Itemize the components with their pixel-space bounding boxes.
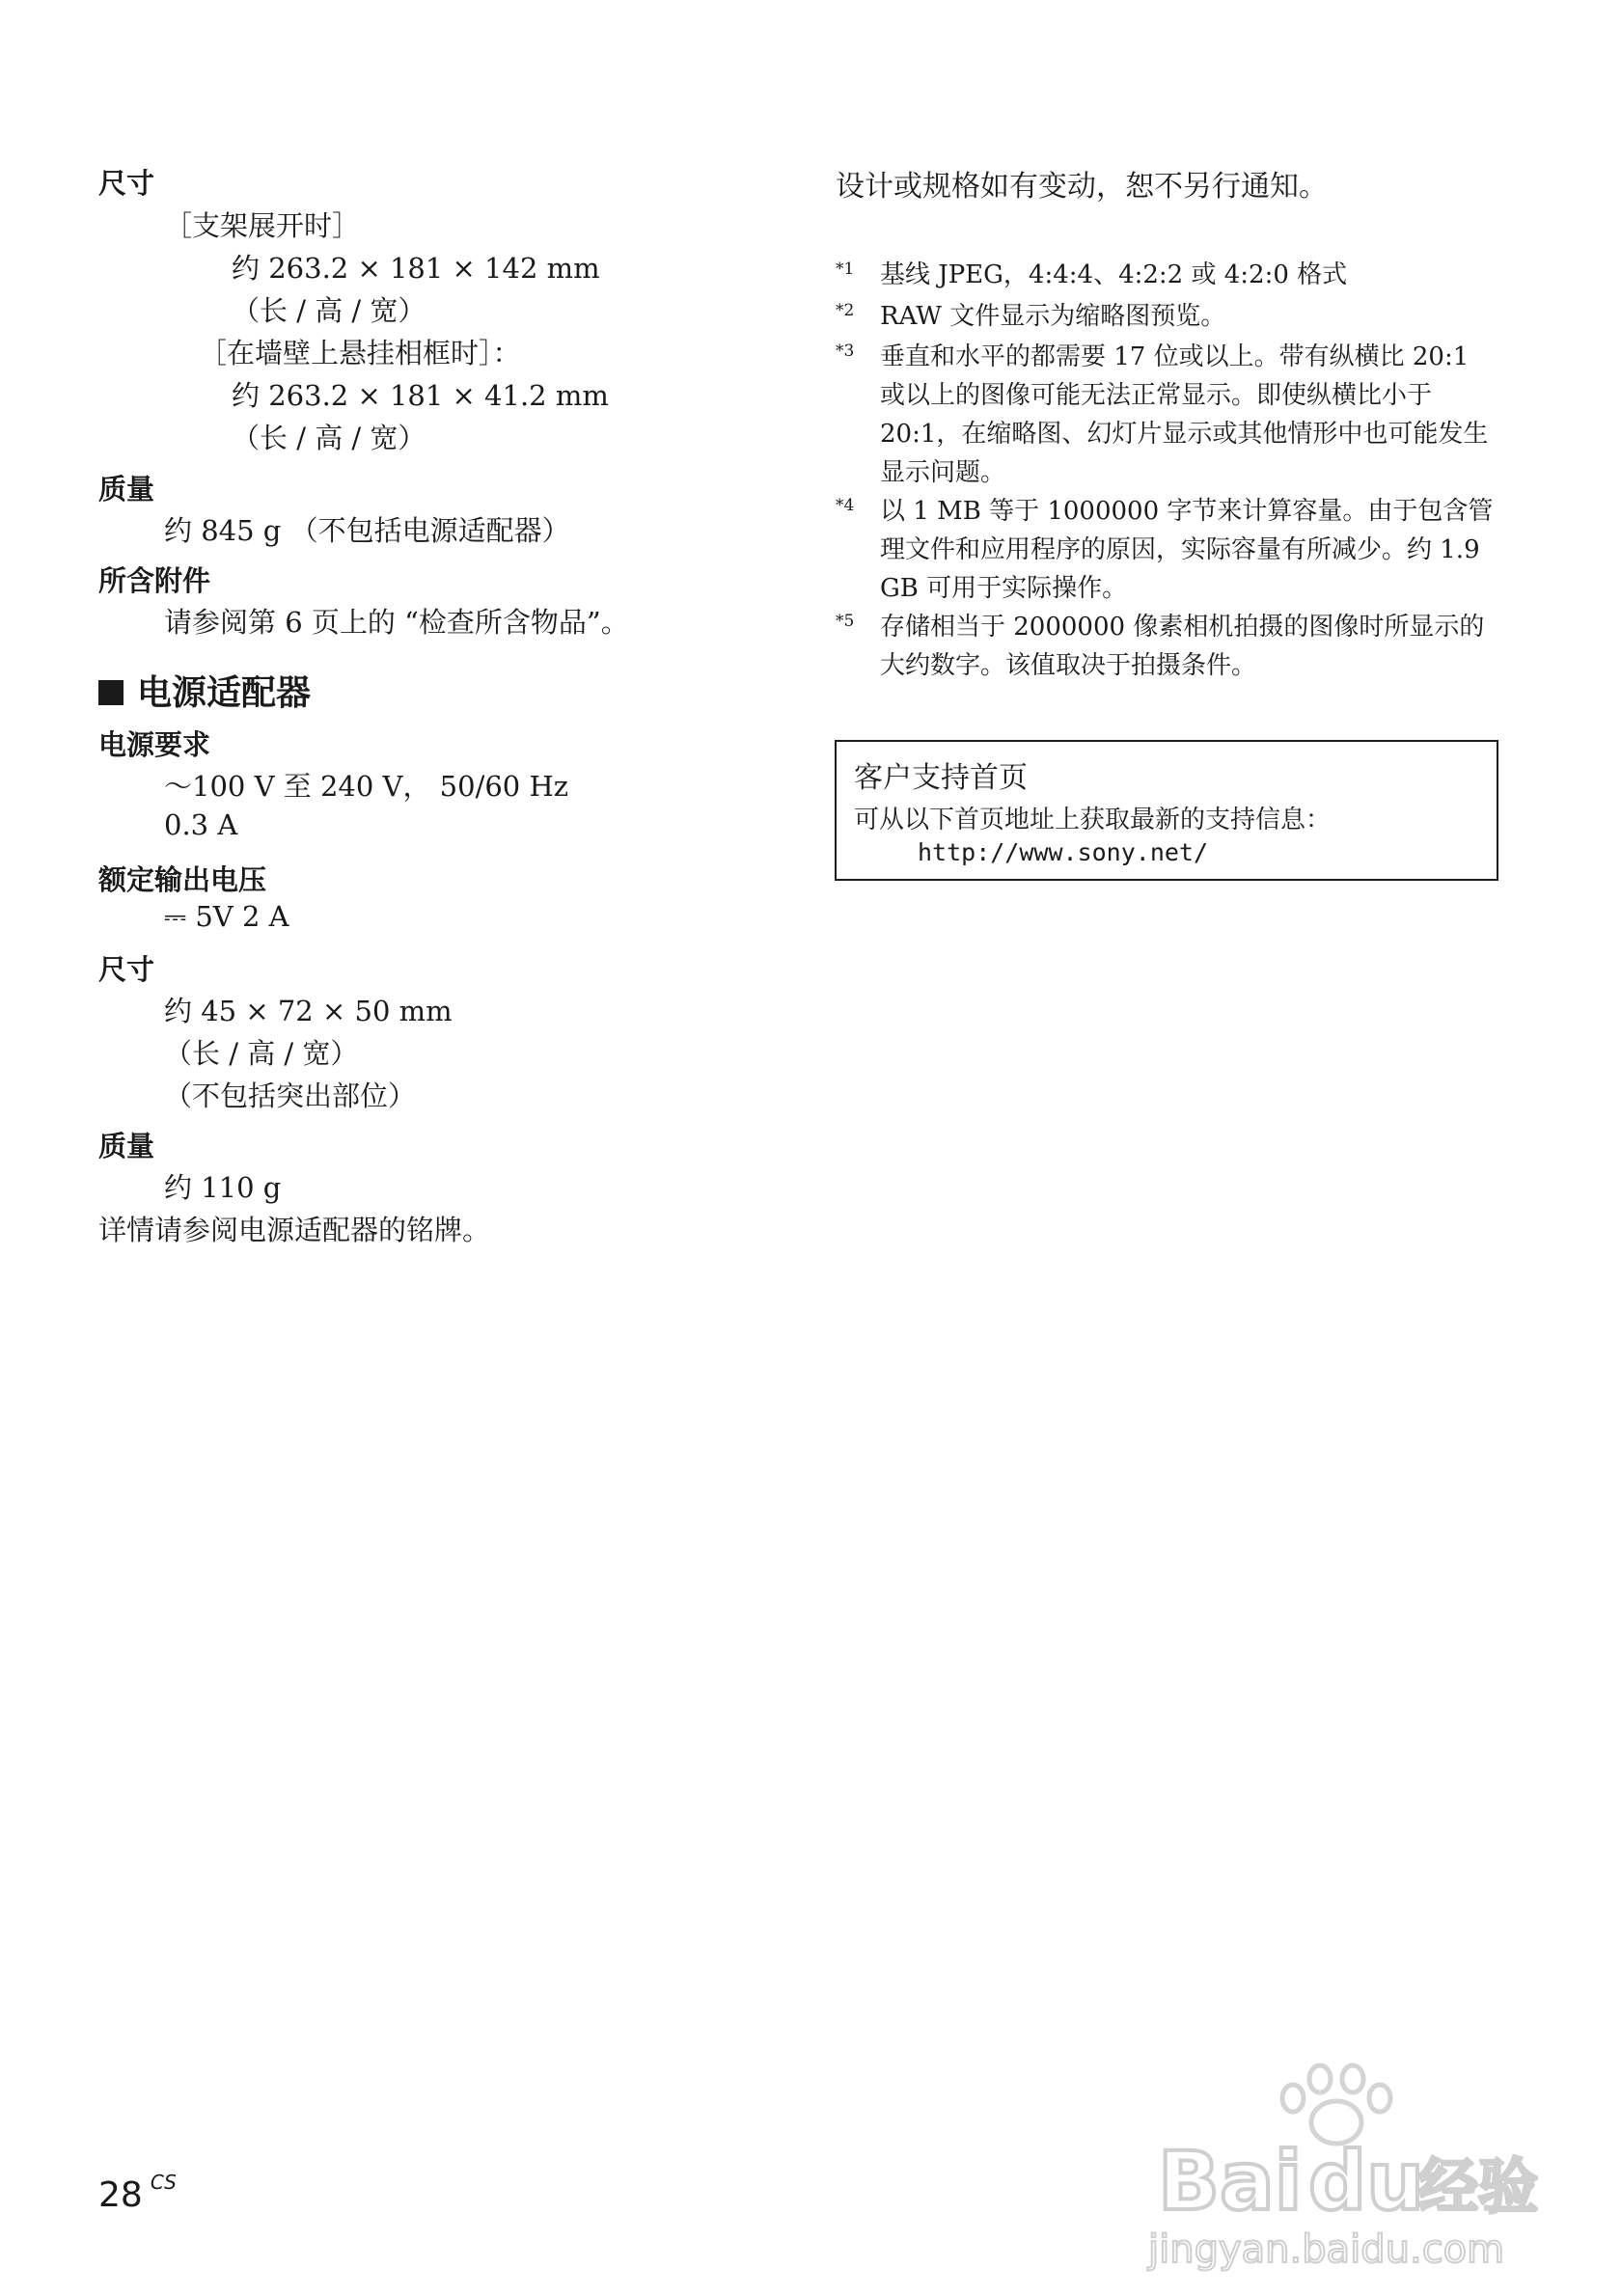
power-req-heading: 电源要求 xyxy=(98,728,211,761)
adapter-section-title xyxy=(98,666,311,715)
dimensions-heading: 尺寸 xyxy=(98,167,155,200)
adapter-mass-heading: 质量 xyxy=(98,1130,155,1162)
wall-axes: （长 / 高 / 宽） xyxy=(232,422,426,454)
adapter-mass-value: 约 110 g xyxy=(164,1171,282,1204)
wall-value: 约 263.2 × 181 × 41.2 mm xyxy=(232,379,609,412)
page-suffix: CS xyxy=(150,2171,177,2194)
baidu-jingyan-watermark-logo xyxy=(1139,2055,1563,2277)
footnote-text: 基线 JPEG，4:4:4、4:2:2 或 4:2:0 格式 xyxy=(880,260,1348,289)
footnote-mark: *2 xyxy=(836,301,855,320)
wall-label: ［在墙壁上悬挂相框时］： xyxy=(199,337,521,369)
watermark-brand-2: du xyxy=(1308,2134,1424,2228)
footnote-mark: *5 xyxy=(836,612,855,631)
footnote-5 xyxy=(836,608,1511,685)
power-req-value2: 0.3 A xyxy=(164,808,238,841)
rated-output-heading: 额定输出电压 xyxy=(98,863,267,896)
adapter-dimensions-value: 约 45 × 72 × 50 mm xyxy=(164,995,453,1027)
stand-open-value: 约 263.2 × 181 × 142 mm xyxy=(232,252,600,285)
footnote-mark: *4 xyxy=(836,496,855,515)
footnote-text: 以 1 MB 等于 1000000 字节来计算容量。由于包含管理文件和应用程序的原因，实际容量有所减少。约 1.9 GB 可用于实际操作。 xyxy=(880,497,1494,603)
support-text: 可从以下首页地址上获取最新的支持信息： xyxy=(854,806,1332,834)
support-url-link[interactable]: http://www.sony.net/ xyxy=(918,838,1209,866)
footnote-3 xyxy=(836,338,1511,492)
accessories-heading: 所含附件 xyxy=(98,564,211,597)
footnote-4 xyxy=(836,492,1511,608)
watermark-url: jingyan.baidu.com xyxy=(1148,2228,1505,2272)
watermark-brand: Bai xyxy=(1158,2134,1303,2228)
stand-open-axes: （长 / 高 / 宽） xyxy=(232,294,426,327)
nameplate-note: 详情请参阅电源适配器的铭牌。 xyxy=(98,1214,491,1246)
footnote-mark: *3 xyxy=(836,342,855,361)
page-number-value: 28 xyxy=(98,2175,143,2215)
square-bullet-icon xyxy=(98,680,124,705)
rated-output-value: ⎓ 5V 2 A xyxy=(164,900,289,933)
power-req-value1: ～100 V 至 240 V， 50/60 Hz xyxy=(164,770,569,803)
footnote-mark: *1 xyxy=(836,260,855,279)
footnote-text: 存储相当于 2000000 像素相机拍摄的图像时所显示的大约数字。该值取决于拍摄条件。 xyxy=(880,613,1485,680)
support-title: 客户支持首页 xyxy=(854,761,1028,795)
footnote-1 xyxy=(836,256,1511,294)
mass-heading: 质量 xyxy=(98,473,155,506)
accessories-value: 请参阅第 6 页上的 “检查所含物品”。 xyxy=(164,606,629,639)
footnote-2 xyxy=(836,297,1511,336)
page-number xyxy=(98,2171,177,2215)
adapter-dimensions-axes: （长 / 高 / 宽） xyxy=(164,1037,359,1070)
support-box xyxy=(835,740,1498,881)
adapter-dimensions-heading: 尺寸 xyxy=(98,953,155,986)
stand-open-label: ［支架展开时］ xyxy=(164,209,361,242)
watermark-brand-cn: 经验 xyxy=(1418,2151,1539,2222)
footnote-text: RAW 文件显示为缩略图预览。 xyxy=(880,302,1226,331)
footnote-text: 垂直和水平的都需要 17 位或以上。带有纵横比 20:1 或以上的图像可能无法正常显示。即使纵横比小于 20:1，在缩略图、幻灯片显示或其他情形中也可能发生显示问题。 xyxy=(880,342,1489,487)
adapter-dimensions-note: （不包括突出部位） xyxy=(164,1080,417,1112)
adapter-section-title-text: 电源适配器 xyxy=(137,673,312,713)
mass-value: 约 845 g （不包括电源适配器） xyxy=(164,514,570,547)
spec-change-notice: 设计或规格如有变动，恕不另行通知。 xyxy=(836,170,1328,204)
